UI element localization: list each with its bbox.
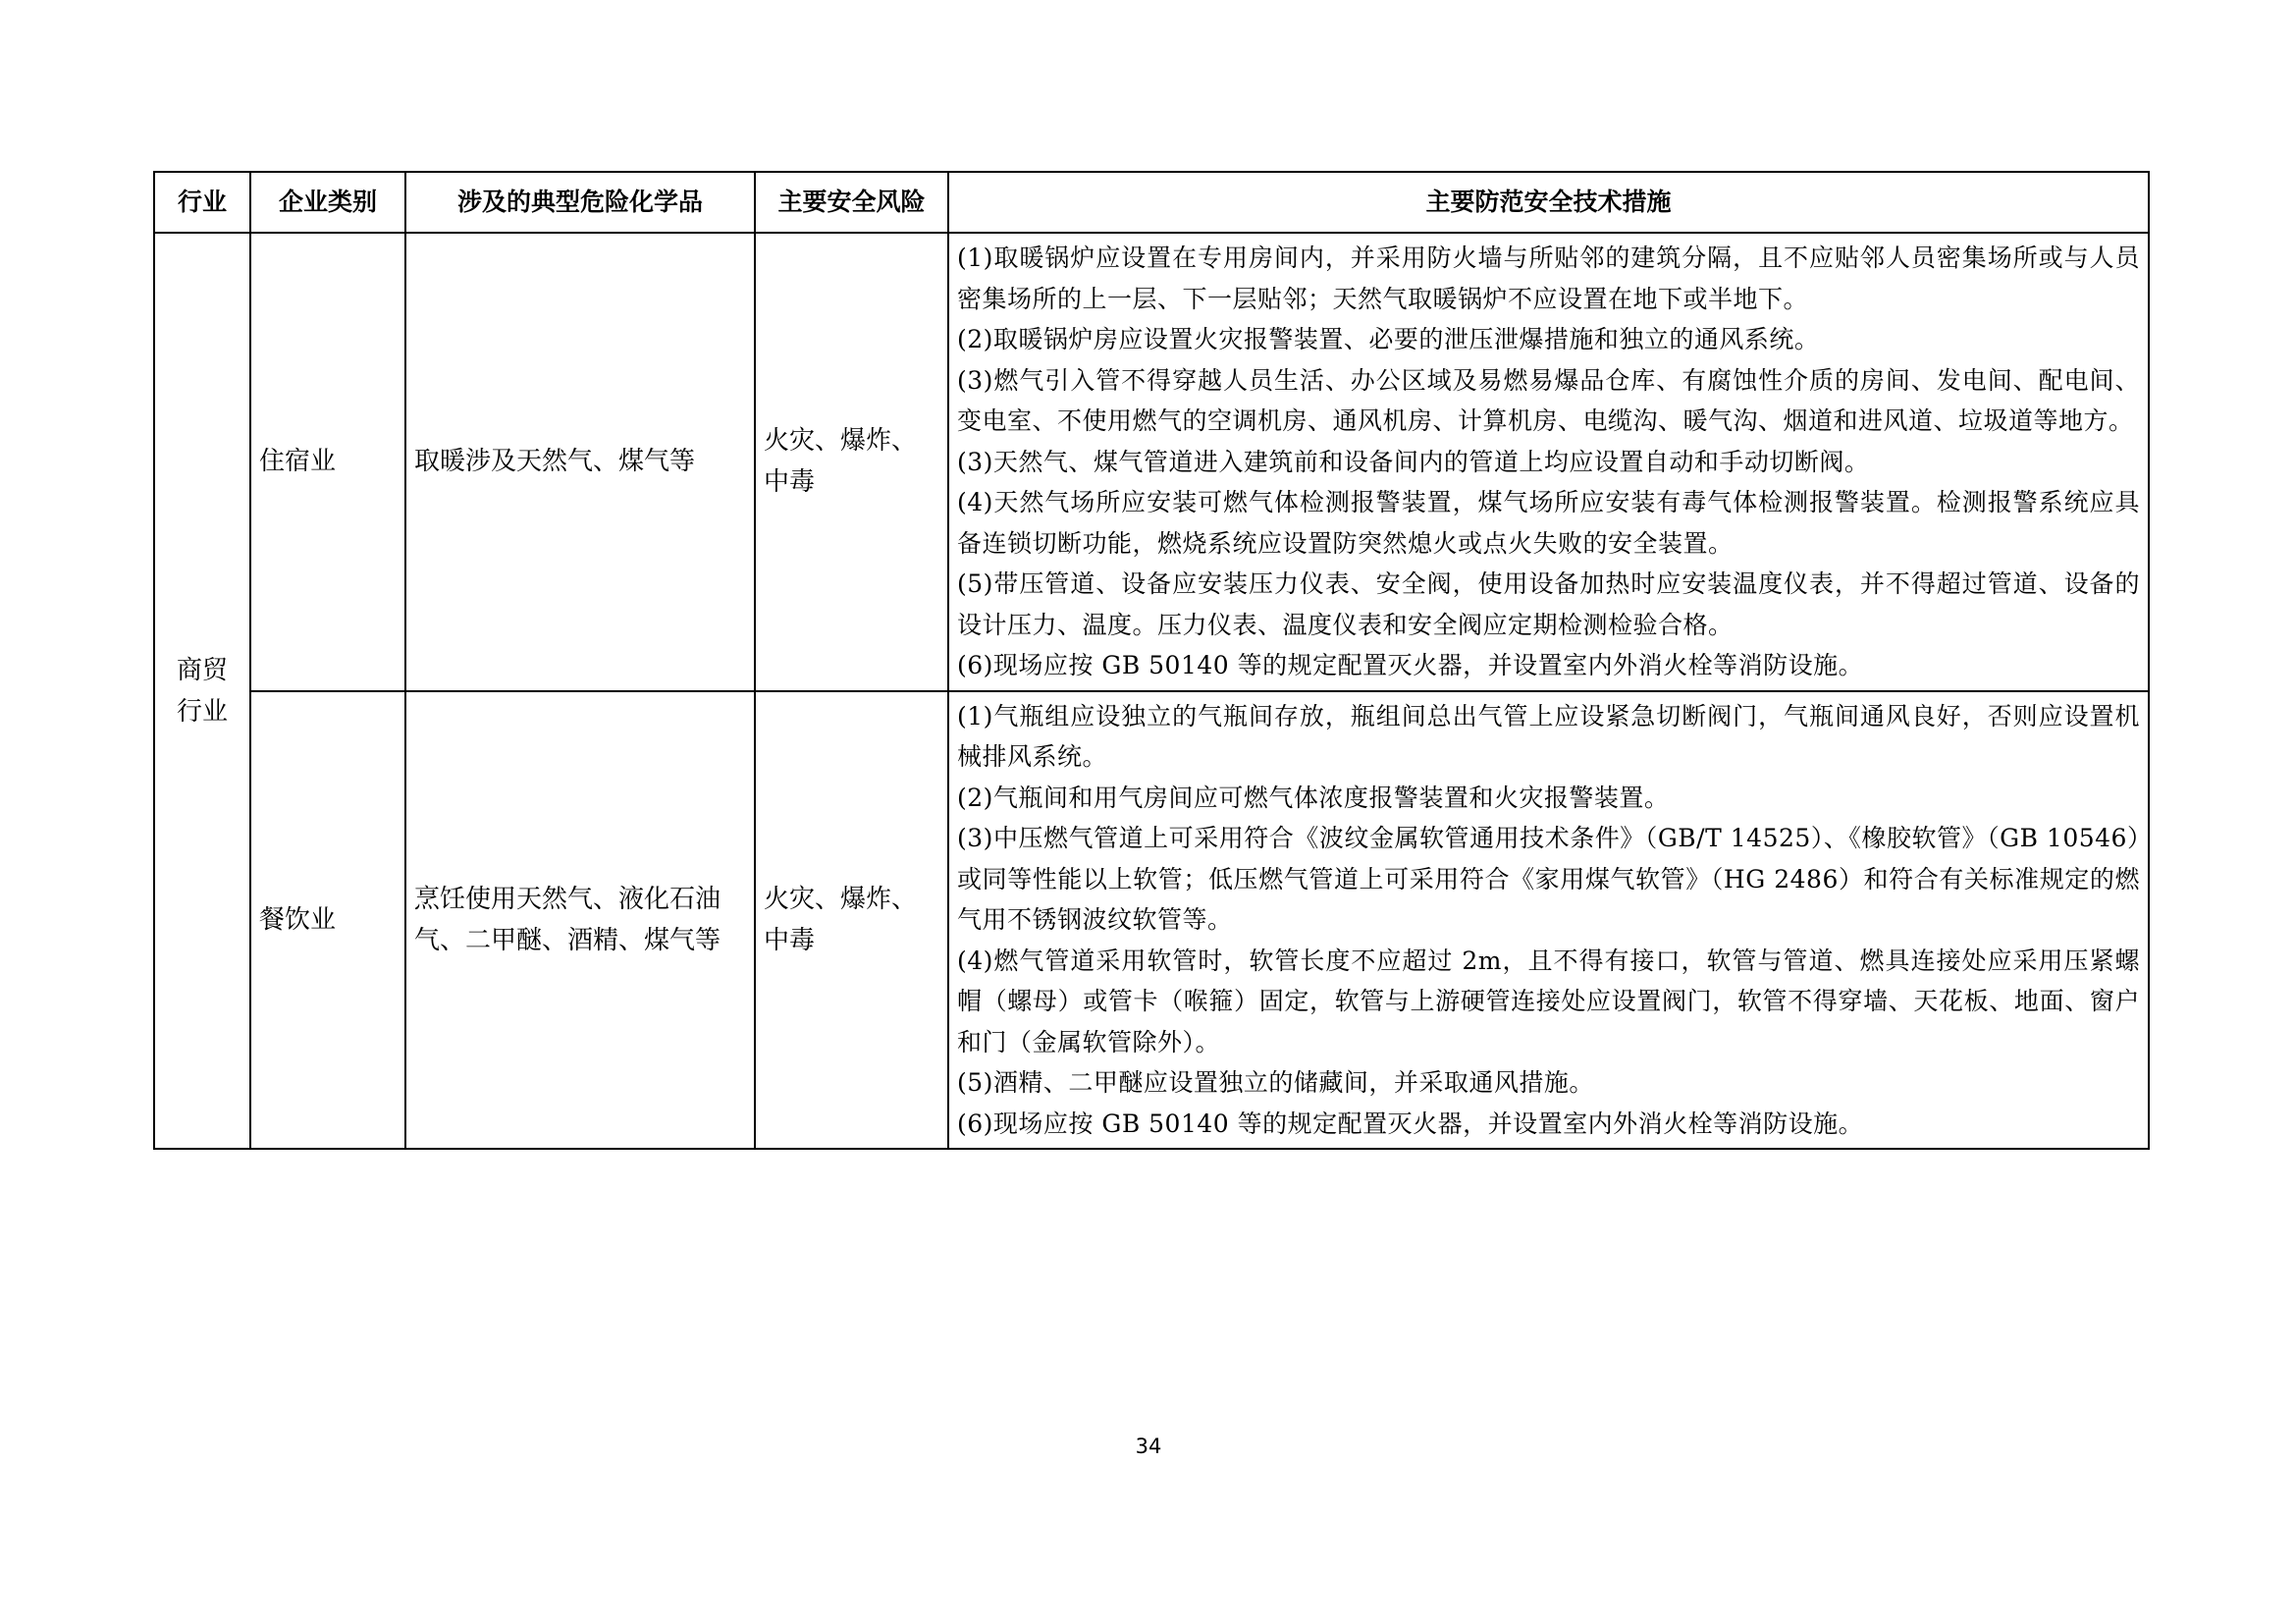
hazard-measures-table — [153, 171, 2150, 1150]
header-typical-chemicals: 涉及的典型危险化学品 — [405, 172, 755, 233]
measure-item: (5)酒精、二甲醚应设置独立的储藏间，并采取通风措施。 — [957, 1068, 1594, 1097]
chemicals-text: 取暖涉及天然气、煤气等 — [414, 447, 696, 477]
category-cell — [250, 691, 405, 1150]
chemicals-text: 烹饪使用天然气、液化石油气、二甲醚、酒精、煤气等 — [414, 884, 721, 955]
measure-item: (4)燃气管道采用软管时，软管长度不应超过 2m，且不得有接口，软管与管道、燃具连接处应采用压紧螺帽（螺母）或管卡（喉箍）固定，软管与上游硬管连接处应设置阀门，软管不得穿墙、天花板、地面、窗户和门（金属软管除外）。 — [957, 946, 2140, 1056]
measure-item: (5)带压管道、设备应安装压力仪表、安全阀，使用设备加热时应安装温度仪表，并不得超过管道、设备的设计压力、温度。压力仪表、温度仪表和安全阀应定期检测检验合格。 — [957, 569, 2140, 639]
category-cell — [250, 233, 405, 691]
measure-item: (2)取暖锅炉房应设置火灾报警装置、必要的泄压泄爆措施和独立的通风系统。 — [957, 325, 1820, 353]
measure-item: (4)天然气场所应安装可燃气体检测报警装置，煤气场所应安装有毒气体检测报警装置。检测报警系统应具备连锁切断功能，燃烧系统应设置防突然熄火或点火失败的安全装置。 — [957, 488, 2140, 558]
chemicals-cell — [405, 233, 755, 691]
measures-cell — [948, 233, 2149, 691]
industry-cell — [154, 233, 250, 1149]
table-row — [154, 691, 2149, 1150]
category-label: 住宿业 — [259, 447, 337, 477]
table-row — [154, 233, 2149, 691]
page-number: 34 — [1135, 1435, 1162, 1458]
header-safety-measures: 主要防范安全技术措施 — [948, 172, 2149, 233]
industry-label: 商贸 行业 — [176, 655, 228, 727]
measures-cell — [948, 691, 2149, 1150]
category-label: 餐饮业 — [259, 904, 337, 935]
risks-cell — [755, 233, 948, 691]
header-main-risks: 主要安全风险 — [755, 172, 948, 233]
header-enterprise-category: 企业类别 — [250, 172, 405, 233]
risks-cell — [755, 691, 948, 1150]
measure-item: (3)中压燃气管道上可采用符合《波纹金属软管通用技术条件》（GB/T 14525）、《橡胶软管》（GB 10546）或同等性能以上软管；低压燃气管道上可采用符合《家用煤气软管》（HG 2486）和符合有关标准规定的燃气用不锈钢波纹软管等。 — [957, 824, 2140, 934]
header-industry: 行业 — [154, 172, 250, 233]
table-header-row — [154, 172, 2149, 233]
measure-item: (3)天然气、煤气管道进入建筑前和设备间内的管道上均应设置自动和手动切断阀。 — [957, 447, 1870, 476]
risks-text: 火灾、爆炸、中毒 — [764, 426, 918, 498]
measure-item: (6)现场应按 GB 50140 等的规定配置灭火器，并设置室内外消火栓等消防设施。 — [957, 651, 1864, 679]
risks-text: 火灾、爆炸、中毒 — [764, 884, 918, 955]
measure-item: (1)气瓶组应设独立的气瓶间存放，瓶组间总出气管上应设紧急切断阀门，气瓶间通风良好，否则应设置机械排风系统。 — [957, 701, 2140, 771]
measure-item: (2)气瓶间和用气房间应可燃气体浓度报警装置和火灾报警装置。 — [957, 783, 1670, 812]
measure-item: (3)燃气引入管不得穿越人员生活、办公区域及易燃易爆品仓库、有腐蚀性介质的房间、发电间、配电间、变电室、不使用燃气的空调机房、通风机房、计算机房、电缆沟、暖气沟、烟道和进风道、垃圾道等地方。 — [957, 365, 2140, 435]
chemicals-cell — [405, 691, 755, 1150]
measure-item: (1)取暖锅炉应设置在专用房间内，并采用防火墙与所贴邻的建筑分隔，且不应贴邻人员密集场所或与人员密集场所的上一层、下一层贴邻；天然气取暖锅炉不应设置在地下或半地下。 — [957, 244, 2140, 313]
measure-item: (6)现场应按 GB 50140 等的规定配置灭火器，并设置室内外消火栓等消防设施。 — [957, 1109, 1864, 1138]
